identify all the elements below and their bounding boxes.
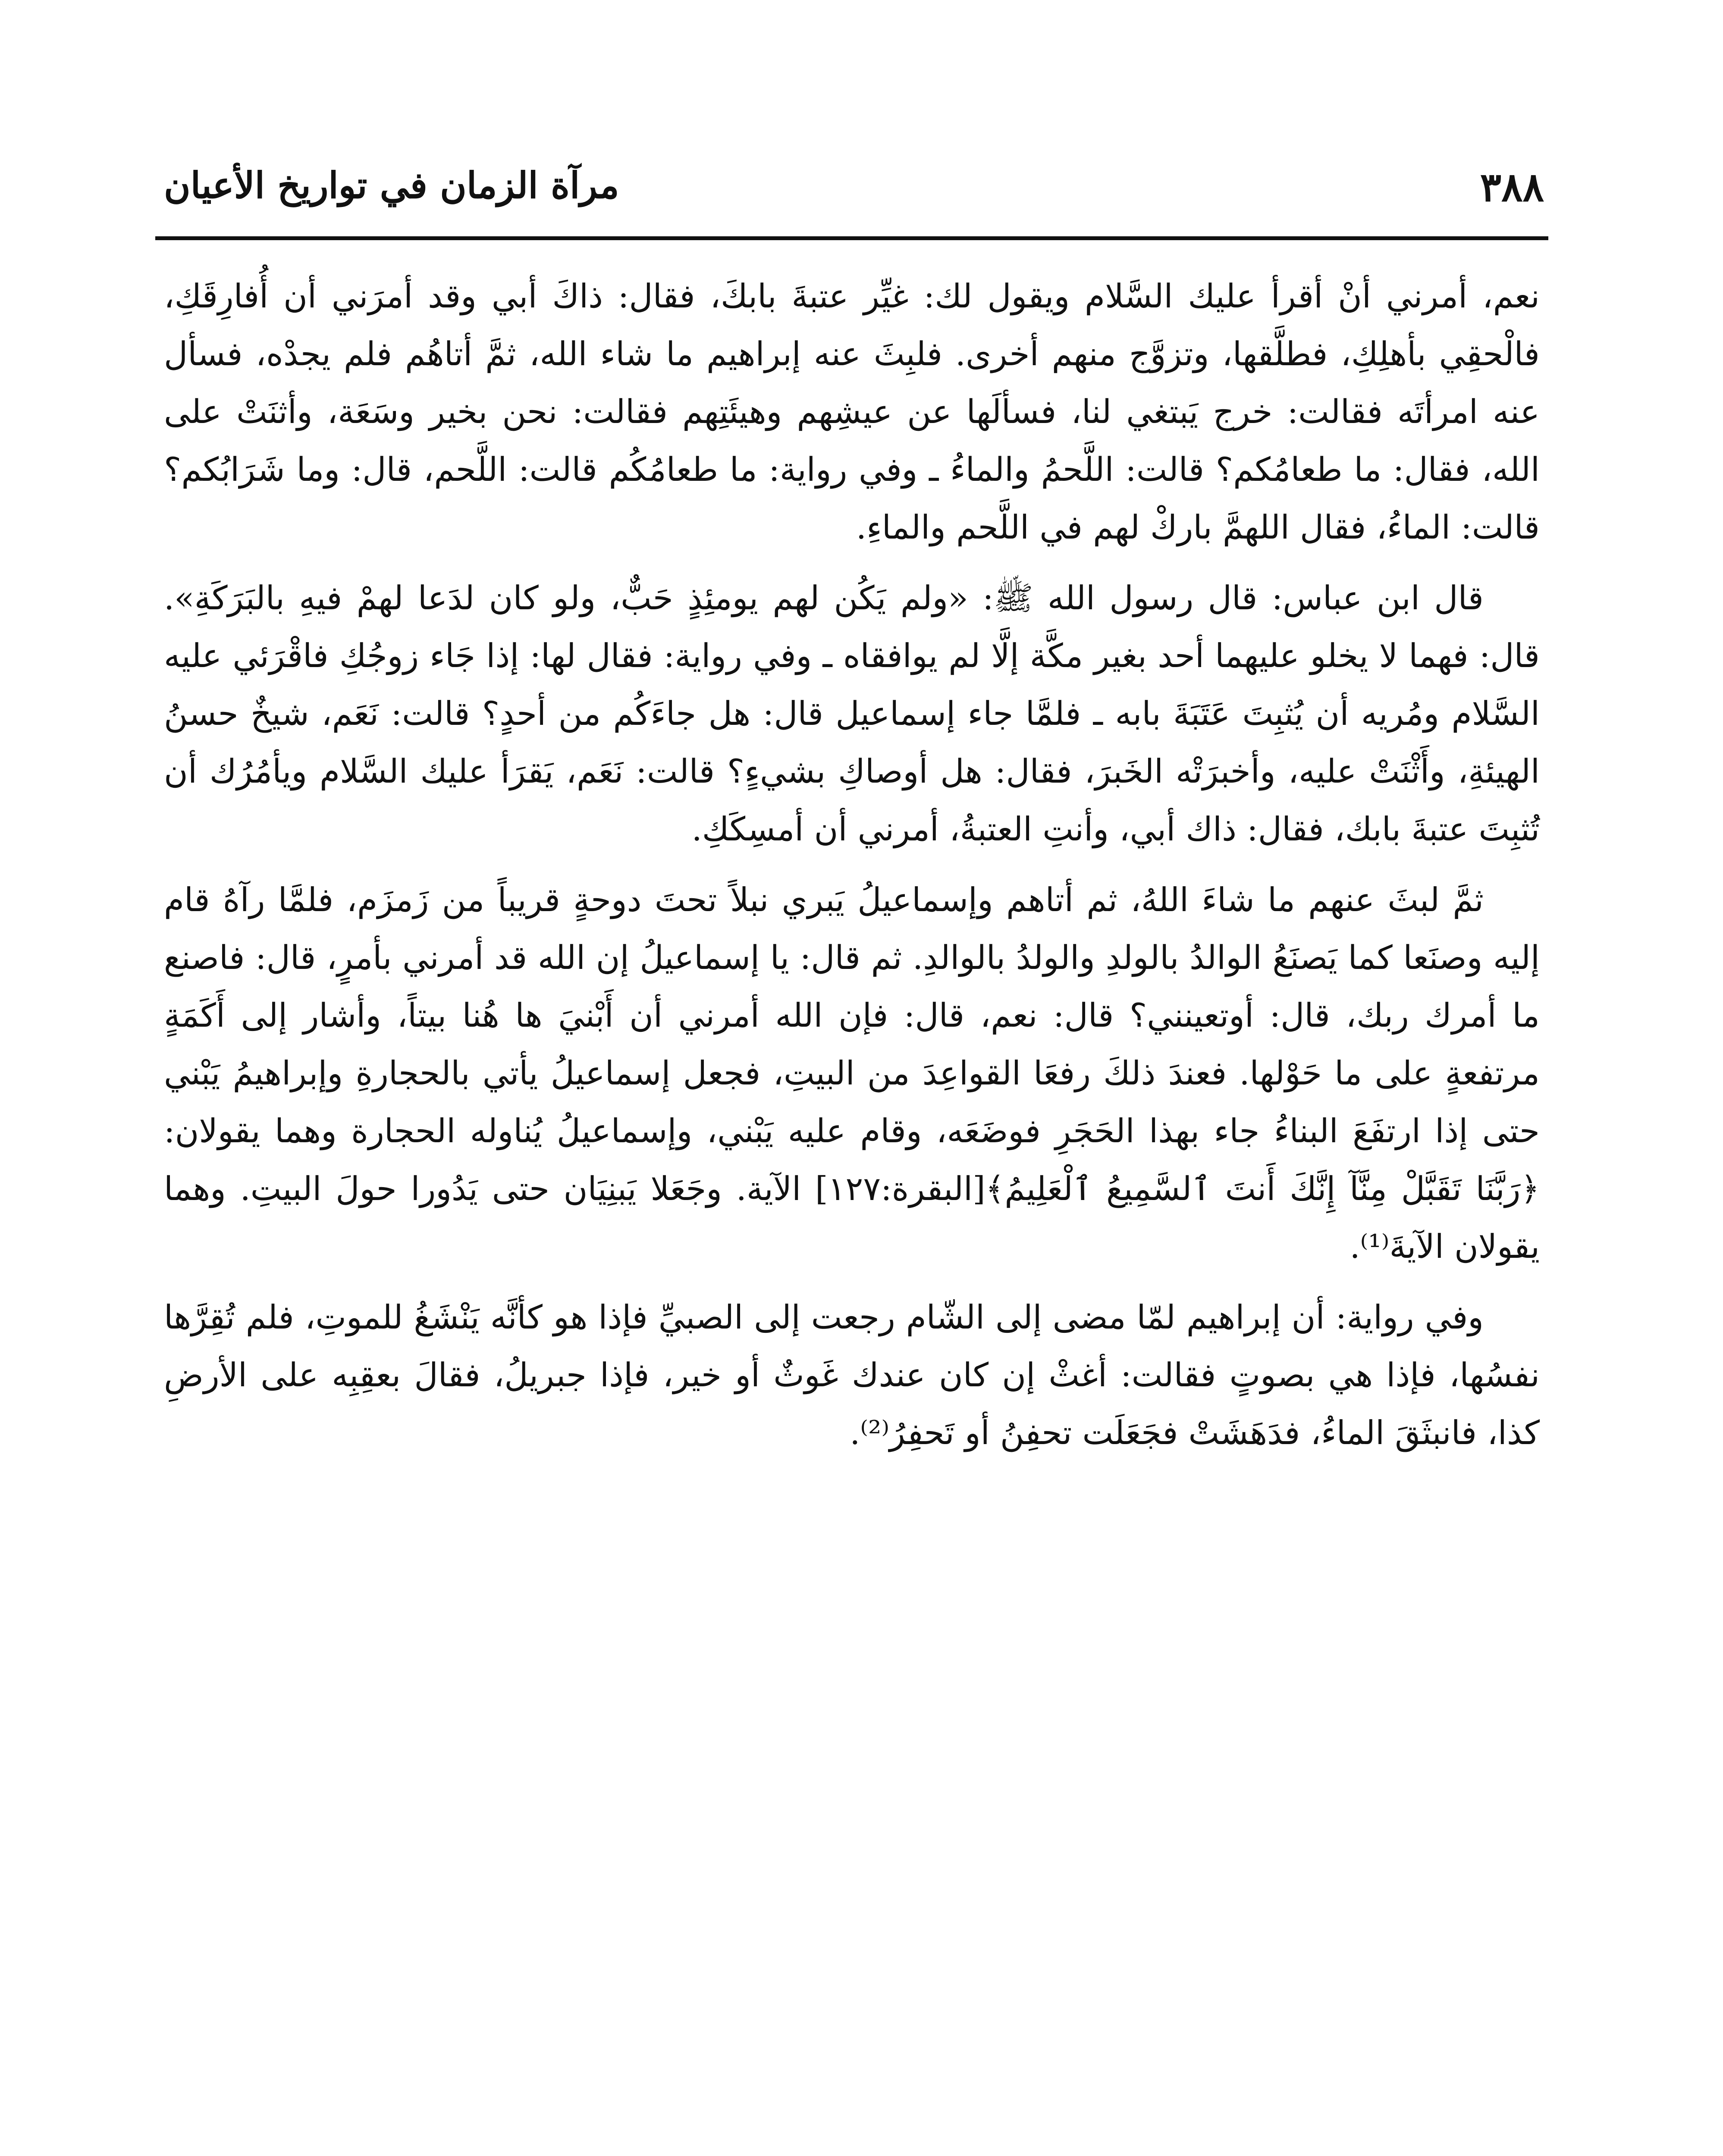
header-rule xyxy=(155,236,1548,240)
running-title: مرآة الزمان في تواريخ الأعيان xyxy=(164,164,619,207)
page-header xyxy=(164,164,1544,229)
main-text xyxy=(164,267,1540,1475)
page-number: ٣٨٨ xyxy=(1480,164,1544,210)
paragraph-4: وفي رواية: أن إبراهيم لمّا مضى إلى الشّام رجعت إلى الصبيِّ فإذا هو كأنَّه يَنْشَغُ للموتِ، فلم تُقِرَّها نفسُها، فإذا هي بصوتٍ فقالت: أغثْ إن كان عندك غَوثٌ أو خير، فإذا جبريلُ، فقالَ بعقِبِه على الأرضِ كذا، فانبثَقَ الماءُ، فدَهَشَتْ فجَعَلَت تحفِنُ أو تَحفِرُ⁽²⁾. xyxy=(164,1298,1540,1452)
paragraph-3: ثمَّ لبثَ عنهم ما شاءَ اللهُ، ثم أتاهم وإسماعيلُ يَبري نبلاً تحتَ دوحةٍ قريباً من زَمزَم، فلمَّا رآهُ قام إليه وصنَعا كما يَصنَعُ الوالدُ بالولدِ والولدُ بالوالدِ. ثم قال: يا إسماعيلُ إن الله قد أمرني بأمرٍ، قال: فاصنع ما أمرك ربك، قال: أوتعينني؟ قال: نعم، قال: فإن الله أمرني أن أَبْنيَ ها هُنا بيتاً، وأشار إلى أَكَمَةٍ مرتفعةٍ على ما حَوْلها. فعندَ ذلكَ رفعَا القواعِدَ من البيتِ، فجعل إسماعيلُ يأتي بالحجارةِ وإبراهيمُ يَبْني حتى إذا ارتفَعَ البناءُ جاء بهذا الحَجَرِ فوضَعَه، وقام عليه يَبْني، وإسماعيلُ يُناوله الحجارة وهما يقولان: ﴿رَبَّنَا تَقَبَّلْ مِنَّآ إِنَّكَ أَنتَ ٱلسَّمِيعُ ٱلْعَلِيمُ﴾[البقرة:١٢٧] الآية. وجَعَلا يَبنِيَان حتى يَدُورا حولَ البيتِ. وهما يقولان الآيةَ⁽¹⁾. xyxy=(164,881,1540,1266)
paragraph-2: قال ابن عباس: قال رسول الله ﷺ: «ولم يَكُن لهم يومئِذٍ حَبٌّ، ولو كان لدَعا لهمْ فيهِ بالبَرَكَةِ». قال: فهما لا يخلو عليهما أحد بغير مكَّة إلَّا لم يوافقاه ـ وفي رواية: فقال لها: إذا جَاء زوجُكِ فاقْرَئي عليه السَّلام ومُريه أن يُثبِتَ عَتَبَةَ بابه ـ فلمَّا جاء إسماعيل قال: هل جاءَكُم من أحدٍ؟ قالت: نَعَم، شيخٌ حسنُ الهيئةِ، وأَثْنَتْ عليه، وأخبرَتْه الخَبرَ، فقال: هل أوصاكِ بشيءٍ؟ قالت: نَعَم، يَقرَأ عليك السَّلام ويأمُرُك أن تُثبِتَ عتبةَ بابك، فقال: ذاك أبي، وأنتِ العتبةُ، أمرني أن أمسِكَكِ. xyxy=(164,579,1540,848)
paragraph-1: نعم، أمرني أنْ أقرأ عليك السَّلام ويقول لك: غيِّر عتبةَ بابكَ، فقال: ذاكَ أبي وقد أمرَني أن أُفارِقَكِ، فالْحقِي بأهلِكِ، فطلَّقها، وتزوَّج منهم أخرى. فلبِثَ عنه إبراهيم ما شاء الله، ثمَّ أتاهُم فلم يجدْه، فسأل عنه امرأتَه فقالت: خرج يَبتغي لنا، فسألَها عن عيشِهم وهيئَتِهم فقالت: نحن بخير وسَعَة، وأثنَتْ على الله، فقال: ما طعامُكم؟ قالت: اللَّحمُ والماءُ ـ وفي رواية: ما طعامُكُم قالت: اللَّحم، قال: وما شَرَابُكم؟ قالت: الماءُ، فقال اللهمَّ باركْ لهم في اللَّحم والماءِ. xyxy=(164,277,1540,546)
